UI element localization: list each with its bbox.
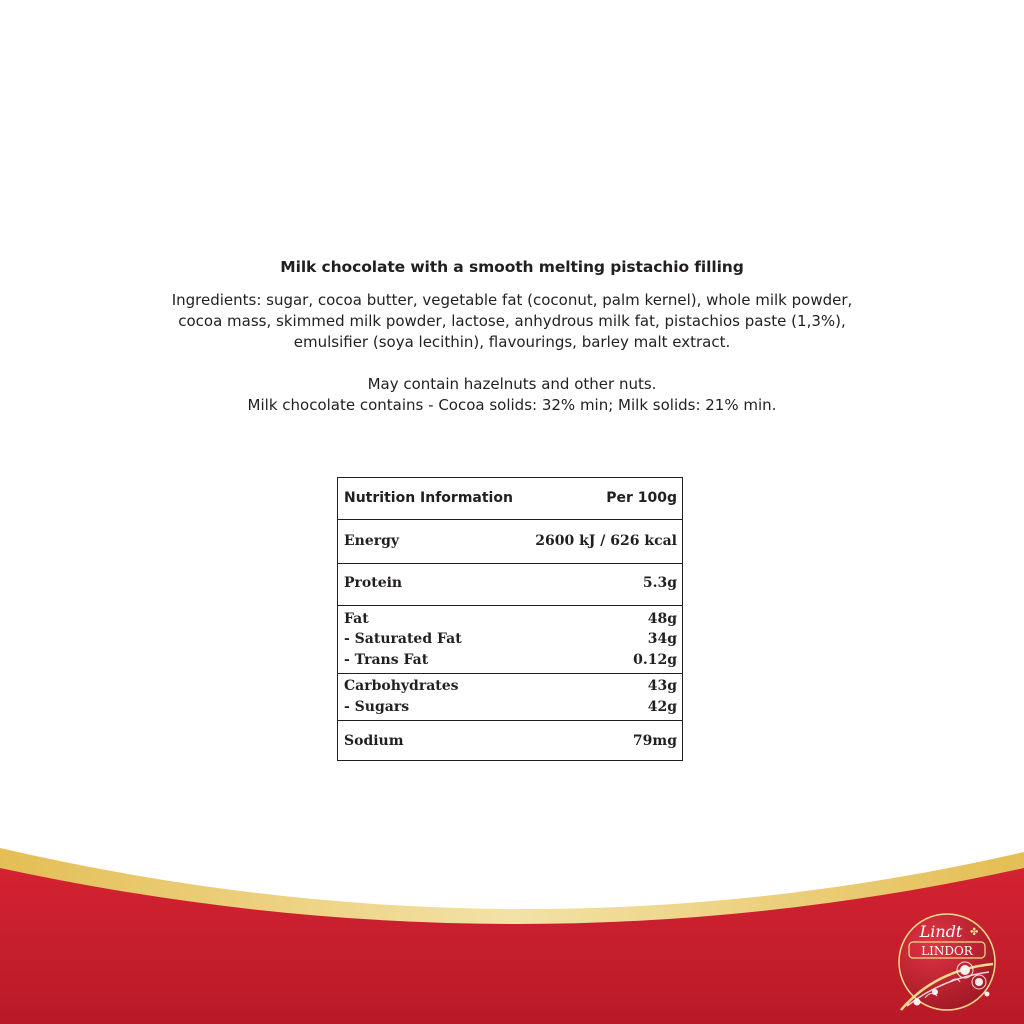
nutrient-label: Energy	[344, 533, 400, 549]
nutrient-label: Sodium	[344, 733, 404, 749]
nutrient-label: - Sugars	[344, 699, 410, 715]
ingredients-text	[152, 290, 872, 353]
ingredients-line: emulsifier (soya lecithin), flavourings, barley malt extract.	[293, 333, 731, 351]
allergen-line: May contain hazelnuts and other nuts.	[367, 375, 657, 393]
nutrition-header-value: Per 100g	[606, 490, 677, 506]
table-divider	[338, 673, 682, 674]
nutrient-value: 5.3g	[642, 575, 677, 591]
nutrient-value: 0.12g	[633, 652, 677, 668]
nutrient-value: 79mg	[632, 733, 677, 749]
lindt-lindor-logo	[895, 910, 999, 1020]
allergen-text	[132, 374, 892, 416]
nutrient-value: 2600 kJ / 626 kcal	[535, 533, 677, 549]
nutrient-value: 43g	[647, 678, 677, 694]
svg-text:✤: ✤	[970, 927, 979, 938]
ingredients-line: cocoa mass, skimmed milk powder, lactose, anhydrous milk fat, pistachios paste (1,3%),	[178, 312, 846, 330]
svg-text:Lindt: Lindt	[919, 922, 963, 941]
table-divider	[338, 563, 682, 564]
svg-text:LINDOR: LINDOR	[921, 944, 973, 958]
product-title: Milk chocolate with a smooth melting pistachio filling	[280, 258, 744, 276]
label-text	[0, 258, 1024, 416]
table-divider	[338, 605, 682, 606]
nutrient-value: 42g	[647, 699, 677, 715]
nutrient-value: 48g	[647, 611, 677, 627]
ingredients-line: Ingredients: sugar, cocoa butter, vegetable fat (coconut, palm kernel), whole milk powder,	[171, 291, 853, 309]
nutrient-label: - Trans Fat	[344, 652, 429, 668]
nutrient-label: Protein	[344, 575, 403, 591]
nutrient-label: Fat	[344, 611, 369, 627]
nutrient-label: - Saturated Fat	[344, 631, 462, 647]
red-wave-footer	[0, 830, 1024, 1024]
nutrition-table	[337, 477, 683, 761]
table-divider	[338, 519, 682, 520]
nutrient-label: Carbohydrates	[344, 678, 459, 694]
nutrition-header-label: Nutrition Information	[344, 490, 513, 506]
nutrient-value: 34g	[647, 631, 677, 647]
cocoa-milk-solids-line: Milk chocolate contains - Cocoa solids: 32% min; Milk solids: 21% min.	[247, 396, 777, 414]
table-divider	[338, 720, 682, 721]
